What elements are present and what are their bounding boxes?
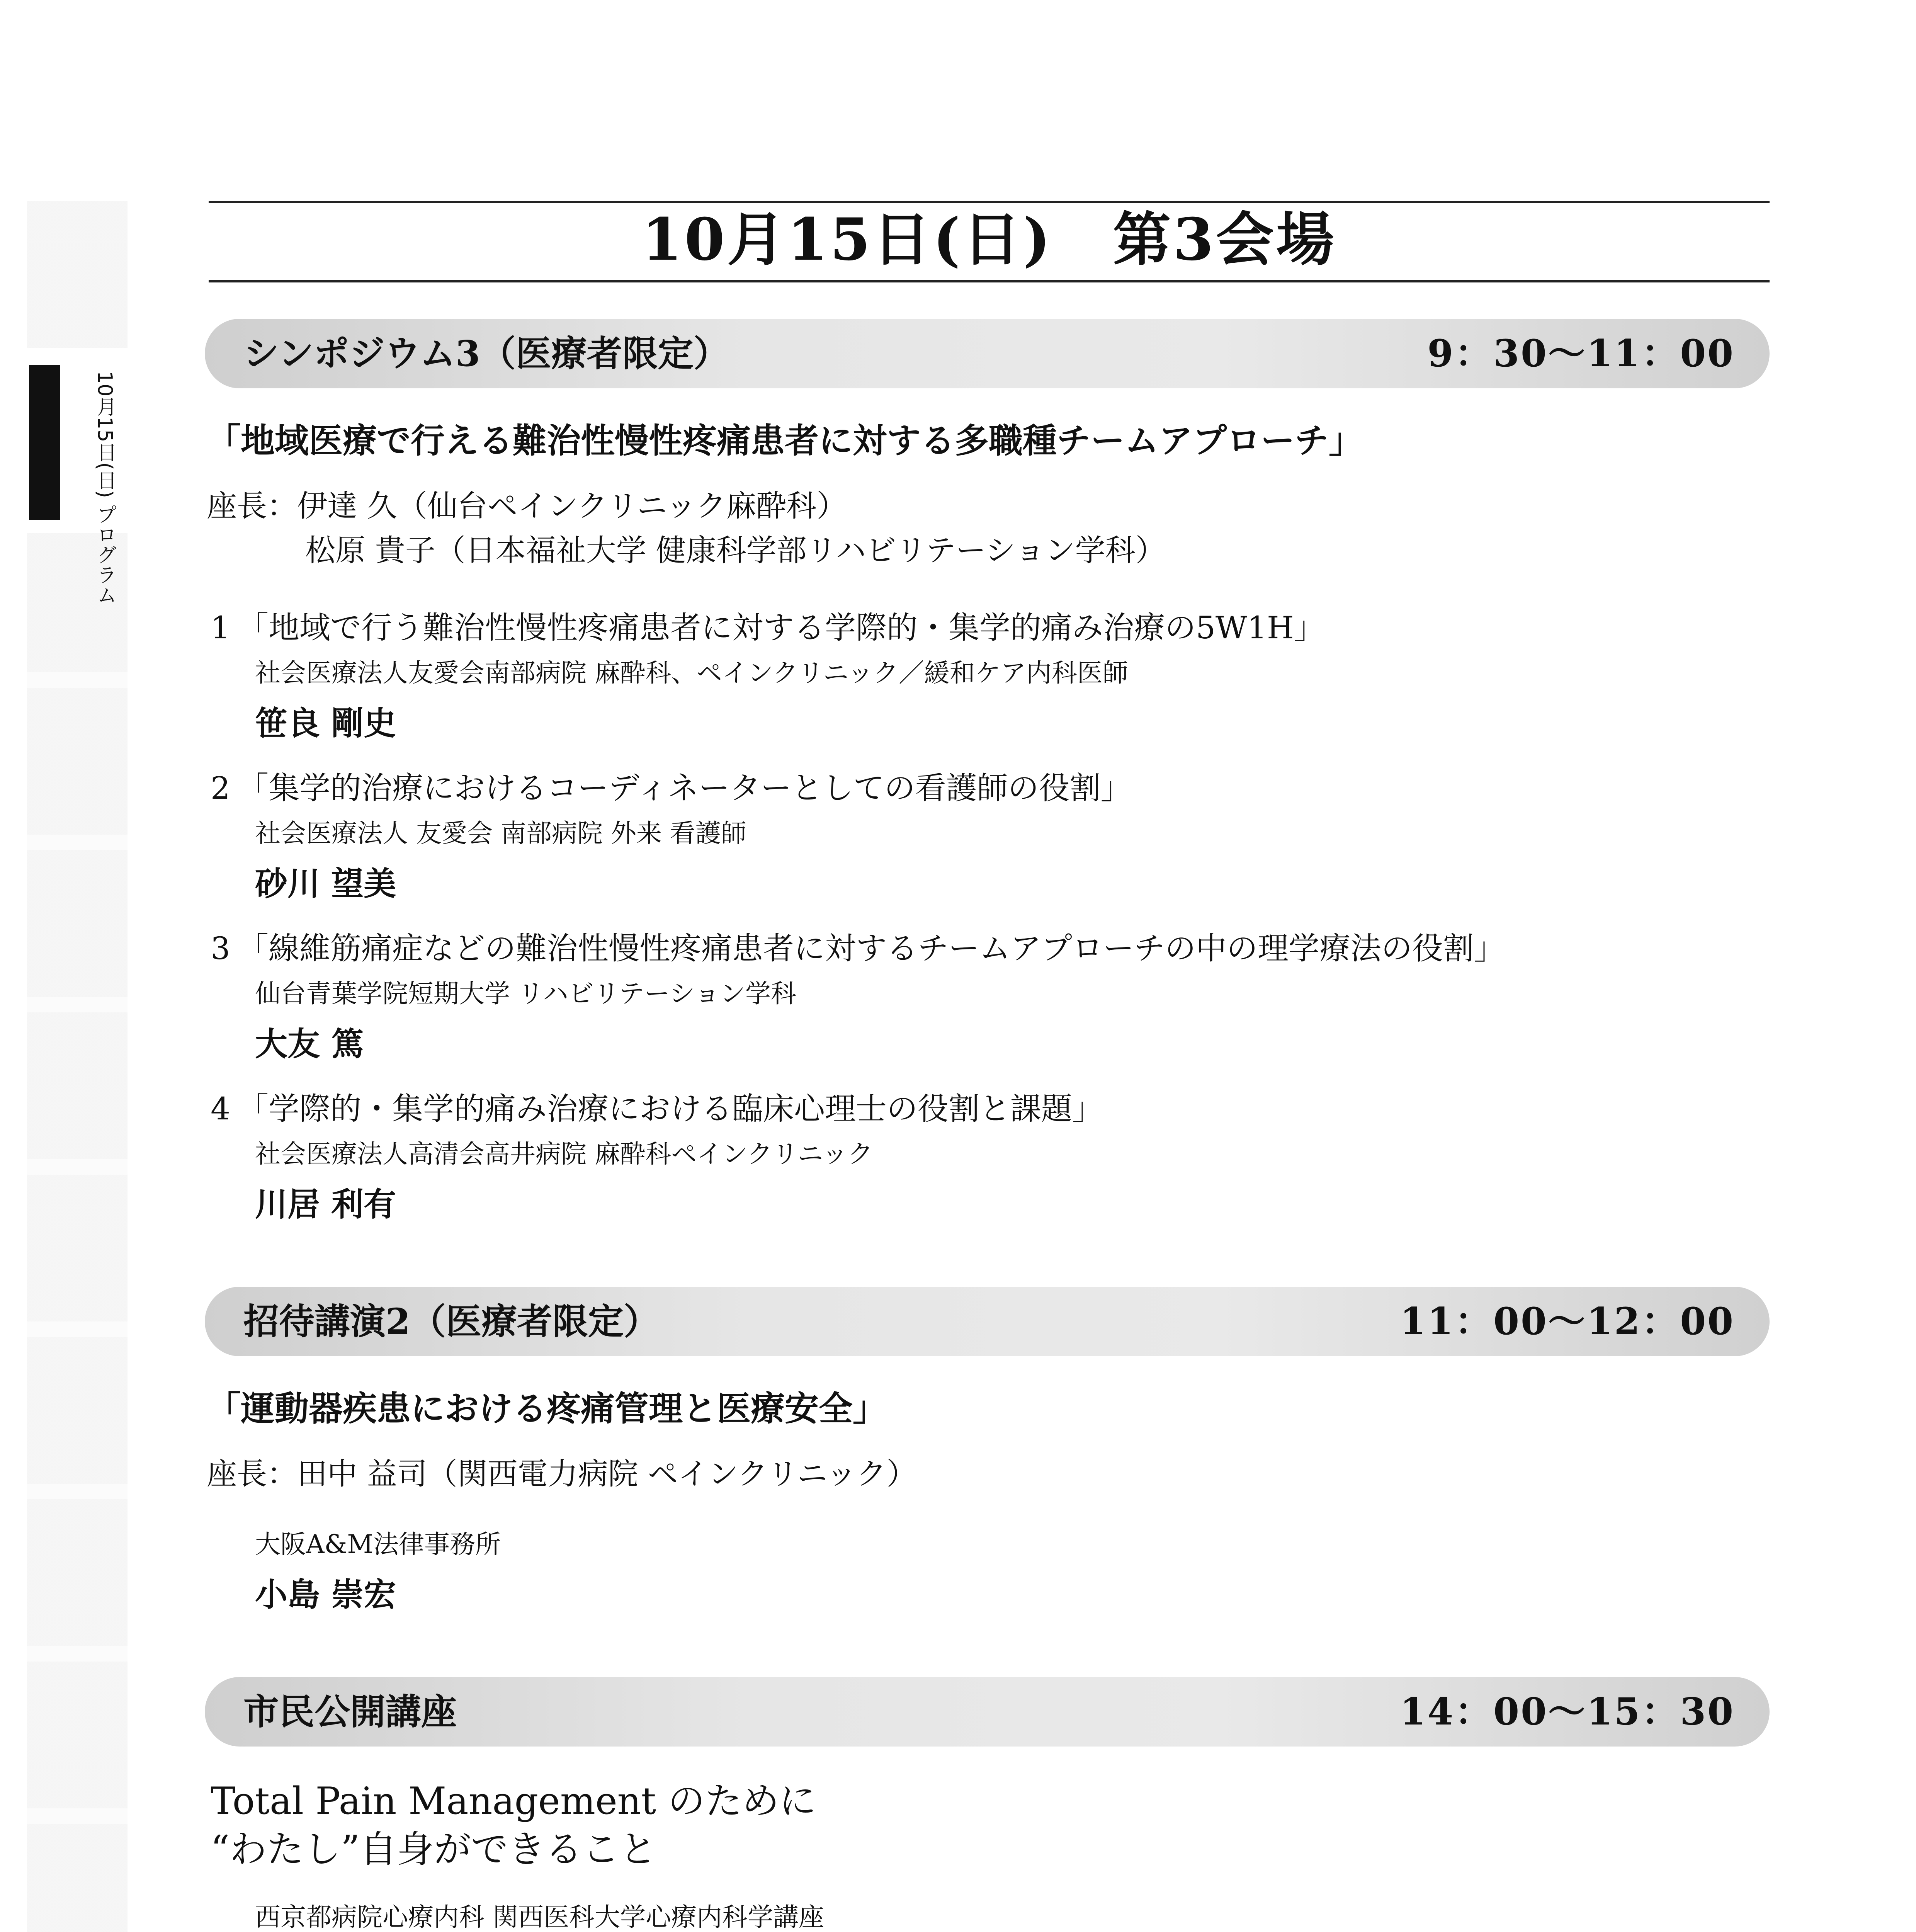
invited-main-title: 「運動器疾患における疼痛管理と医療安全」 [207, 1388, 887, 1429]
item-number: 4 [211, 1091, 230, 1127]
symposium-item-1 [211, 609, 1325, 647]
invited-time: 11：00～12：00 [1400, 1299, 1735, 1343]
item-number: 1 [211, 610, 230, 646]
symposium-chair-2: 松原 貴子（日本福祉大学 健康科学部リハビリテーション学科） [305, 533, 1166, 568]
symposium-item-3-speaker: 大友 篤 [255, 1025, 364, 1063]
item-title: 「地域で行う難治性慢性疼痛患者に対する学際的・集学的痛み治療の5W1H」 [238, 610, 1325, 646]
symposium-item-4-affiliation: 社会医療法人高清会高井病院 麻酔科ペインクリニック [255, 1139, 873, 1169]
symposium-title: シンポジウム3（医療者限定） [243, 333, 729, 374]
symposium-item-1-affiliation: 社会医療法人友愛会南部病院 麻酔科、ペインクリニック／緩和ケア内科医師 [255, 658, 1128, 688]
index-tab-marker [29, 365, 60, 520]
symposium-item-4-speaker: 川居 利有 [255, 1185, 396, 1223]
symposium-main-title: 「地域医療で行える難治性慢性疼痛患者に対する多職種チームアプローチ」 [207, 420, 1363, 461]
symposium-header-bar [205, 319, 1770, 388]
symposium-item-1-speaker: 笹良 剛史 [255, 704, 396, 742]
invited-title: 招待講演2（医療者限定） [243, 1301, 660, 1342]
public-lecture-main-title-line1: Total Pain Management のために [211, 1779, 816, 1823]
symposium-item-3 [211, 929, 1505, 968]
index-tab-label: 10月15日(日) プログラム [93, 371, 116, 605]
item-title: 「線維筋痛症などの難治性慢性疼痛患者に対するチームアプローチの中の理学療法の役割」 [238, 930, 1505, 966]
public-lecture-main-title-line2: “わたし”自身ができること [211, 1828, 657, 1871]
symposium-item-2-speaker: 砂川 望美 [255, 864, 396, 903]
invited-header-bar [205, 1287, 1770, 1356]
header-bottom-rule [209, 280, 1770, 282]
item-title: 「集学的治療におけるコーディネーターとしての看護師の役割」 [238, 770, 1132, 806]
public-lecture-speaker-1-affiliation: 西京都病院心療内科 関西医科大学心療内科学講座 [255, 1902, 824, 1932]
page-title: 10月15日(日) 第3会場 [642, 206, 1336, 274]
public-lecture-time: 14：00～15：30 [1400, 1690, 1735, 1733]
symposium-chair-1: 座長：伊達 久（仙台ペインクリニック麻酔科） [207, 489, 847, 524]
symposium-time: 9：30～11：00 [1427, 332, 1735, 375]
symposium-item-4 [211, 1090, 1103, 1128]
public-lecture-title: 市民公開講座 [243, 1691, 457, 1733]
symposium-item-2-affiliation: 社会医療法人 友愛会 南部病院 外来 看護師 [255, 818, 746, 848]
invited-speaker: 小島 崇宏 [255, 1575, 396, 1614]
item-title: 「学際的・集学的痛み治療における臨床心理士の役割と課題」 [238, 1091, 1103, 1127]
symposium-item-2 [211, 769, 1132, 808]
item-number: 3 [211, 930, 230, 966]
invited-affiliation: 大阪A&M法律事務所 [255, 1529, 501, 1559]
symposium-item-3-affiliation: 仙台青葉学院短期大学 リハビリテーション学科 [255, 979, 797, 1009]
invited-chair: 座長：田中 益司（関西電力病院 ペインクリニック） [207, 1457, 917, 1492]
public-lecture-header-bar [205, 1677, 1770, 1747]
item-number: 2 [211, 770, 230, 806]
